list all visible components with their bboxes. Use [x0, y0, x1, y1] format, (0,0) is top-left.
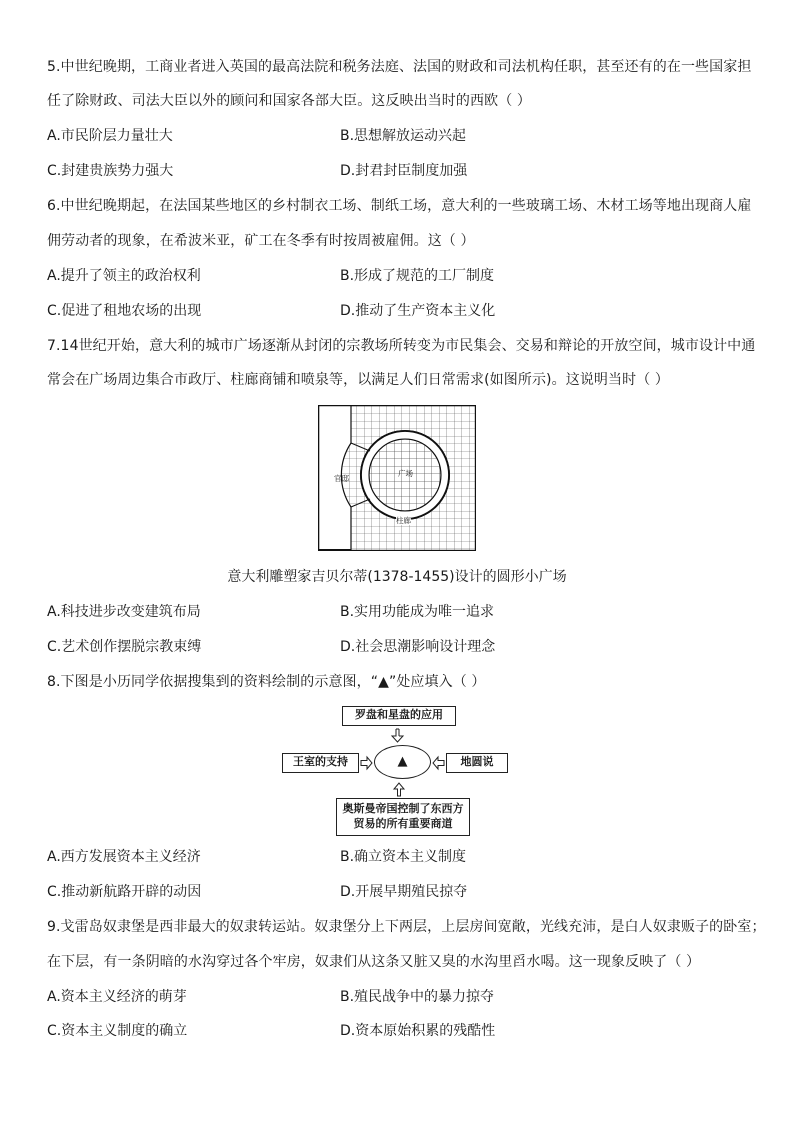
arrow-down — [392, 729, 403, 742]
q9-option-d: D.资本原始积累的残酷性 — [340, 1023, 496, 1039]
label-guangchang: 广场 — [398, 469, 413, 478]
q6-option-d: D.推动了生产资本主义化 — [340, 303, 496, 319]
box-spherical-earth: 地圆说 — [446, 753, 508, 773]
q6-option-c: C.促进了租地农场的出现 — [47, 303, 202, 319]
ellipse-answer-blank: ▲ — [374, 745, 431, 779]
label-guandi: 官邸 — [334, 474, 349, 483]
q9-option-a: A.资本主义经济的萌芽 — [47, 989, 187, 1005]
q8-stem-line1: 8.下图是小历同学依据搜集到的资料绘制的示意图，“▲”处应填入（ ） — [47, 674, 486, 690]
q6-stem-line2: 佣劳动者的现象，在希波米亚，矿工在冬季有时按周被雇佣。这（ ） — [47, 233, 475, 249]
q9-option-b: B.殖民战争中的暴力掠夺 — [340, 989, 495, 1005]
q6-option-a: A.提升了领主的政治权利 — [47, 268, 201, 284]
q8-option-a: A.西方发展资本主义经济 — [47, 849, 201, 865]
q7-option-d: D.社会思潮影响设计理念 — [340, 639, 496, 655]
q7-option-c: C.艺术创作摆脱宗教束缚 — [47, 639, 202, 655]
q8-option-d: D.开展早期殖民掠夺 — [340, 884, 468, 900]
q5-option-d: D.封君封臣制度加强 — [340, 163, 468, 179]
q7-option-b: B.实用功能成为唯一追求 — [340, 604, 495, 620]
arrow-up — [394, 783, 404, 796]
q7-figure-caption: 意大利雕塑家吉贝尔蒂(1378-1455)设计的圆形小广场 — [227, 569, 567, 585]
q5-stem-line1: 5.中世纪晚期，工商业者进入英国的最高法院和税务法庭、法国的财政和司法机构任职，甚至还有的在一些国家担 — [47, 59, 752, 75]
box-compass-astrolabe: 罗盘和星盘的应用 — [342, 706, 456, 726]
q9-stem-line2: 在下层，有一条阴暗的水沟穿过各个牢房，奴隶们从这条又脏又臭的水沟里舀水喝。这一现象反映了（ ） — [47, 954, 701, 970]
cause-diagram — [282, 703, 514, 838]
diagram-arrows — [282, 703, 514, 838]
q9-option-c: C.资本主义制度的确立 — [47, 1023, 188, 1039]
q9-stem-line1: 9.戈雷岛奴隶堡是西非最大的奴隶转运站。奴隶堡分上下两层，上层房间宽敞，光线充沛，是白人奴隶贩子的卧室； — [47, 919, 766, 935]
plaza-plan-figure — [318, 405, 476, 551]
box-royal-support: 王室的支持 — [282, 753, 359, 773]
q7-stem-line1: 7.14世纪开始，意大利的城市广场逐渐从封闭的宗教场所转变为市民集会、交易和辩论的开放空间，城市设计中通 — [47, 338, 756, 354]
q5-option-b: B.思想解放运动兴起 — [340, 128, 467, 144]
q6-option-b: B.形成了规范的工厂制度 — [340, 268, 495, 284]
q6-stem-line1: 6.中世纪晚期起，在法国某些地区的乡村制衣工场、制纸工场，意大利的一些玻璃工场、木材工场等地出现商人雇 — [47, 198, 752, 214]
q5-option-c: C.封建贵族势力强大 — [47, 163, 174, 179]
box-ottoman-trade-routes: 奥斯曼帝国控制了东西方贸易的所有重要商道 — [336, 798, 470, 836]
q8-option-c: C.推动新航路开辟的动因 — [47, 884, 202, 900]
q8-option-b: B.确立资本主义制度 — [340, 849, 467, 865]
arrow-left — [433, 757, 444, 769]
q7-stem-line2: 常会在广场周边集合市政厅、柱廊商铺和喷泉等，以满足人们日常需求(如图所示)。这说明当时（ ） — [47, 372, 669, 388]
q5-stem-line2: 任了除财政、司法大臣以外的顾问和国家各部大臣。这反映出当时的西欧（ ） — [47, 93, 531, 109]
arrow-right — [361, 757, 372, 769]
q5-option-a: A.市民阶层力量壮大 — [47, 128, 173, 144]
q7-option-a: A.科技进步改变建筑布局 — [47, 604, 201, 620]
label-zhulang: 柱廊 — [396, 516, 411, 525]
